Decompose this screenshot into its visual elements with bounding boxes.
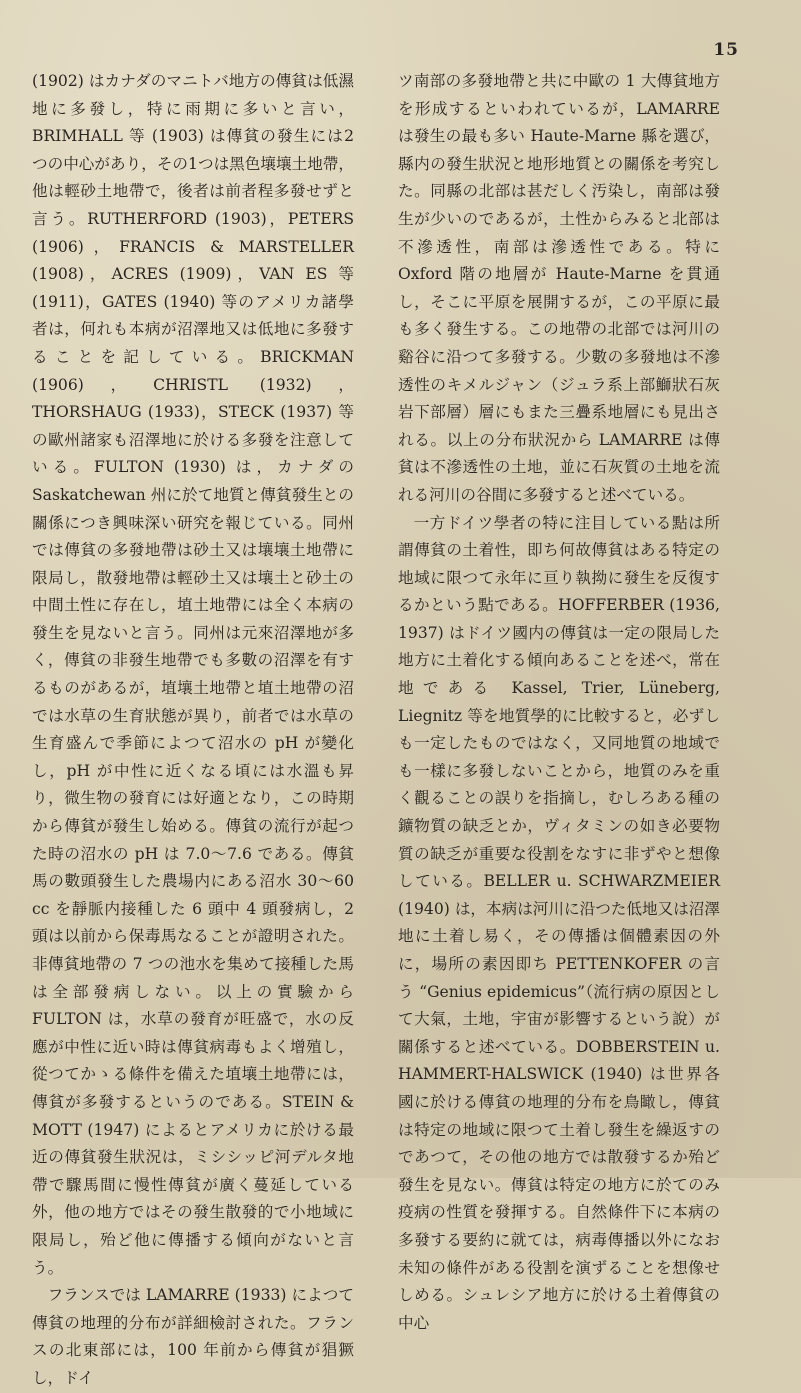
left-paragraph-2: フランスでは LAMARRE (1933) によつて傳貧の地理的分布が詳細檢討された。フランスの北東部には，100 年前から傳貧が猖獗し，ドイ <box>32 1286 354 1387</box>
left-paragraph-1: (1902) はカナダのマニトバ地方の傳貧は低濕地に多發し，特に雨期に多いと言い，BRIMHALL 等 (1903) は傳貧の發生には2つの中心があり，その1つは黑色壤壤土地帶，他は輕砂土地帶で，後者は前者程多發せずと言う。RUTHERFORD (1903)，PETERS (1906)，FRANCIS & MARSTELLER (1908)，ACRES (1909)，VAN ES 等 (1911)，GATES (1940) 等のアメリカ諸學者は，何れも本病が沼澤地又は低地に多發することを記している。BRICKMAN (1906)，CHRISTL (1932)，THORSHAUG (1933)，STECK (1937) 等の歐州諸家も沼澤地に於ける多發を注意している。FULTON (1930) は，カナダの Saskatchewan 州に於て地質と傳貧發生との關係につき興味深い研究を報じている。同州では傳貧の多發地帶は砂土又は壤壤土地帶に限局し，散發地帶は輕砂土又は壤土と砂土の中間土性に存在し，埴土地帶には全く本病の發生を見ないと言う。同州は元來沼澤地が多く，傳貧の非發生地帶でも多數の沼澤を有するものがあるが，埴壤土地帶と埴土地帶の沼では水草の生育狀態が異り，前者では水草の生育盛んで季節によつて沼水の pH が變化し，pH が中性に近くなる頃には水溫も昇り，微生物の發育には好適となり，この時期から傳貧が發生し始める。傳貧の流行が起つた時の沼水の pH は 7.0〜7.6 である。傳貧馬の數頭發生した農場内にある沼水 30〜60 cc を靜脈内接種した 6 頭中 4 頭發病し，2 頭は以前から保毒馬なることが證明された。非傳貧地帶の 7 つの池水を集めて接種した馬は全部發病しない。以上の實驗から FULTON は，水草の發育が旺盛で，水の反應が中性に近い時は傳貧病毒もよく增殖し，從つてかゝる條件を備えた埴壤土地帶には，傳貧が多發するというのである。STEIN & MOTT (1947) によるとアメリカに於ける最近の傳貧發生狀況は，ミシシッピ河デルタ地帶で驟馬間に慢性傳貧が廣く蔓延している外，他の地方ではその發生散發的で小地域に限局し，殆ど他に傳播する傾向がないと言う。 <box>32 72 354 1277</box>
right-paragraph-1: ツ南部の多發地帶と共に中歐の 1 大傳貧地方を形成するといわれているが，LAMARRE は發生の最も多い Haute-Marne 縣を選び，縣内の發生狀況と地形地質との關係を考究した。同縣の北部は甚だしく汚染し，南部は發生が少いのであるが，土性からみると北部は不滲透性，南部は滲透性である。特に Oxford 階の地層が Haute-Marne を貫通し，そこに平原を展開するが，この平原に最も多く發生する。この地帶の北部では河川の谿谷に沿つて多發する。少數の多發地は不滲透性のキメルジャン（ジュラ系上部鰤狀石灰岩下部層）層にもまた三疊系地層にも見出される。以上の分布狀況から LAMARRE は傳貧は不滲透性の土地，並に石灰質の土地を流れる河川の谷間に多發すると述べている。 <box>398 72 720 504</box>
left-column <box>32 68 354 1393</box>
right-paragraph-2: 一方ドイツ學者の特に注目している點は所謂傳貧の土着性，即ち何故傳貧はある特定の地域に限つて永年に亘り執拗に發生を反復するかという點である。HOFFERBER (1936, 1937) はドイツ國内の傳貧は一定の限局した地方に土着化する傾向あることを述べ，常在地である Kassel, Trier, Lüneberg, Liegnitz 等を地質學的に比較すると，必ずしも一定したものではなく，又同地質の地域でも一樣に多發しないことから，地質のみを重く觀ることの誤りを指摘し，むしろある種の鑛物質の缺乏とか，ヴィタミンの如き必要物質の缺乏が重要な役割をなすに非ずやと想像している。BELLER u. SCHWARZMEIER (1940) は，本病は河川に沿つた低地又は沼澤地に土着し易く，その傳播は個體素因の外に，場所の素因即ち PETTENKOFER の言う “Genius epidemicus”（流行病の原因として大氣，土地，宇宙が影響するという說）が關係すると述べている。DOBBERSTEIN u. HAMMERT-HALSWICK (1940) は世界各國に於ける傳貧の地理的分布を鳥瞰し，傳貧は特定の地域に限つて土着し發生を繰返すのであつて，その他の地方では散發するか殆ど發生を見ない。傳貧は特定の地方に於てのみ疫病の性質を發揮する。自然條件下に本病の多發する要約に就ては，病毒傳播以外になお未知の條件がある役割を演ずることを想像せしめる。シュレシア地方に於ける土着傳貧の中心 <box>398 513 720 1332</box>
page-number: 15 <box>713 40 739 60</box>
right-column <box>398 68 720 1337</box>
